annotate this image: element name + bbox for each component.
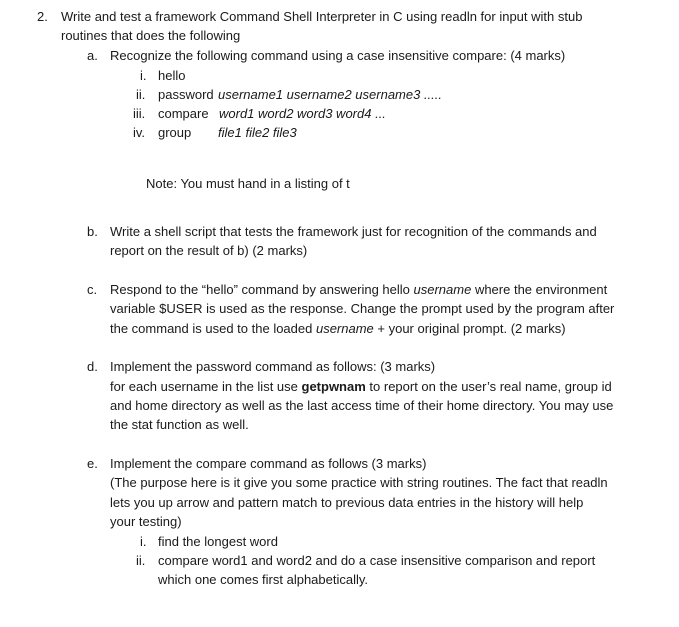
part-e-item-1-text: find the longest word	[158, 534, 278, 549]
command-2-num: ii.	[136, 87, 146, 102]
part-b-line-1: Write a shell script that tests the framework just for recognition of the commands and	[110, 224, 597, 239]
part-e-line-4: your testing)	[110, 514, 182, 529]
part-d-label: d.	[87, 359, 98, 374]
command-4-name: group	[158, 125, 192, 140]
part-e-item-2-cont: which one comes first alphabetically.	[158, 572, 369, 587]
command-4-args: file1 file2 file3	[218, 125, 297, 140]
part-b-label: b.	[87, 224, 98, 239]
part-d-line-1: Implement the password command as follows: (3 marks)	[110, 359, 436, 374]
part-a-note: Note: You must hand in a listing of t	[146, 176, 350, 191]
part-e-line-3: lets you up arrow and pattern match to previous data entries in the history will help	[110, 495, 584, 510]
part-e-label: e.	[87, 456, 98, 471]
command-3-name: compare	[158, 106, 209, 121]
command-1-num: i.	[140, 68, 147, 83]
part-e-line-2: (The purpose here is it give you some practice with string routines. The fact that readln	[110, 475, 608, 490]
part-c-line-2: variable $USER is used as the response. Change the prompt used by the program after	[110, 301, 615, 316]
command-2-args: username1 username2 username3 .....	[218, 87, 443, 102]
part-e-item-2-num: ii.	[136, 553, 146, 568]
command-1-name: hello	[158, 68, 186, 83]
question-number: 2.	[37, 9, 48, 24]
command-3-num: iii.	[133, 106, 146, 121]
command-4-num: iv.	[133, 125, 146, 140]
part-d-line-4: the stat function as well.	[110, 417, 249, 432]
question-line-2: routines that does the following	[61, 28, 241, 43]
part-c-label: c.	[87, 282, 98, 297]
part-e-item-1-num: i.	[140, 534, 147, 549]
question-line-1: Write and test a framework Command Shell Interpreter in C using readln for input with stub	[61, 9, 583, 24]
part-d-line-3: and home directory as well as the last access time of their home directory. You may use	[110, 398, 614, 413]
command-2-name: password	[158, 87, 214, 102]
command-3-args: word1 word2 word3 word4 ...	[219, 106, 386, 121]
part-d-line-2: for each username in the list use getpwnam to report on the user’s real name, group id	[110, 379, 612, 394]
part-a-text: Recognize the following command using a case insensitive compare: (4 marks)	[110, 48, 566, 63]
part-c-line-3: the command is used to the loaded username + your original prompt. (2 marks)	[110, 321, 566, 336]
part-a-label: a.	[87, 48, 98, 63]
part-e-line-1: Implement the compare command as follows (3 marks)	[110, 456, 427, 471]
part-c-line-1: Respond to the “hello” command by answering hello username where the environment	[110, 282, 608, 297]
part-e-item-2-text: compare word1 and word2 and do a case insensitive comparison and report	[158, 553, 596, 568]
part-b-line-2: report on the result of b) (2 marks)	[110, 243, 308, 258]
